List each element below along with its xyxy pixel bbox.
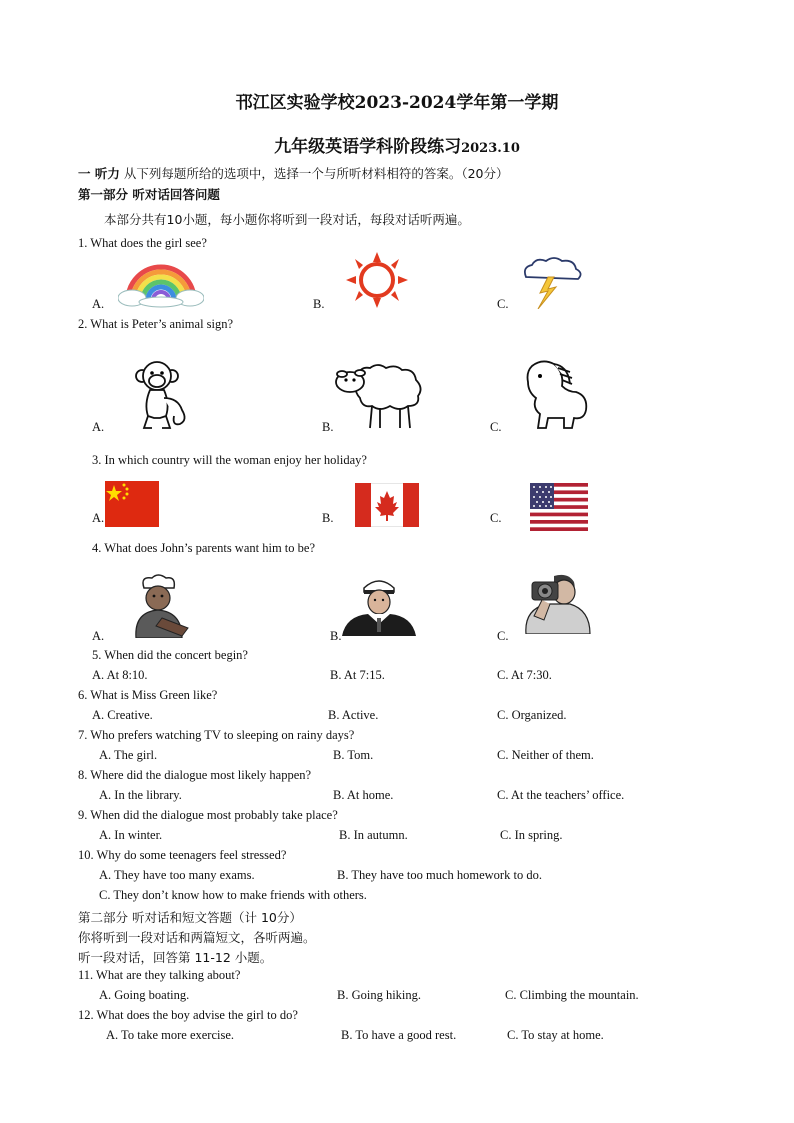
q5-option-a[interactable]: A. At 8:10. xyxy=(92,668,148,682)
q3-option-a[interactable]: A. xyxy=(92,511,105,525)
q9-option-a[interactable]: A. In winter. xyxy=(99,828,163,842)
q12-option-c[interactable]: C. To stay at home. xyxy=(507,1028,604,1042)
part-2-note-1: 你将听到一段对话和两篇短文，各听两遍。 xyxy=(78,930,316,945)
q1-option-b[interactable]: B. xyxy=(313,297,325,311)
question-8: 8. Where did the dialogue most likely happen? xyxy=(78,768,312,782)
q10-option-c[interactable]: C. They don’t know how to make friends with others. xyxy=(99,888,367,902)
q7-option-c[interactable]: C. Neither of them. xyxy=(497,748,594,762)
q12-option-b[interactable]: B. To have a good rest. xyxy=(341,1028,457,1042)
question-4: 4. What does John’s parents want him to be? xyxy=(92,541,315,555)
q6-option-a[interactable]: A. Creative. xyxy=(92,708,153,722)
cameraman-icon xyxy=(520,570,592,634)
q1-option-a[interactable]: A. xyxy=(92,297,105,311)
q7-option-a[interactable]: A. The girl. xyxy=(99,748,158,762)
q9-option-b[interactable]: B. In autumn. xyxy=(339,828,408,842)
q4-option-a[interactable]: A. xyxy=(92,629,105,643)
q2-option-b[interactable]: B. xyxy=(322,420,334,434)
q10-option-a[interactable]: A. They have too many exams. xyxy=(99,868,255,882)
canada-flag-icon xyxy=(355,483,419,527)
cook-icon xyxy=(126,574,192,638)
page-title: 邗江区实验学校2023-2024学年第一学期 xyxy=(235,93,559,113)
q5-option-c[interactable]: C. At 7:30. xyxy=(497,668,552,682)
sailor-icon xyxy=(342,572,416,636)
q3-option-c[interactable]: C. xyxy=(490,511,502,525)
page-subtitle xyxy=(0,132,794,157)
question-2: 2. What is Peter’s animal sign? xyxy=(78,317,234,331)
q7-option-b[interactable]: B. Tom. xyxy=(333,748,374,762)
q3-option-b[interactable]: B. xyxy=(322,511,334,525)
q6-option-c[interactable]: C. Organized. xyxy=(497,708,567,722)
q11-option-b[interactable]: B. Going hiking. xyxy=(337,988,422,1002)
q8-option-b[interactable]: B. At home. xyxy=(333,788,394,802)
question-12: 12. What does the boy advise the girl to do? xyxy=(78,1008,298,1022)
part-2-note-2: 听一段对话，回答第 11-12 小题。 xyxy=(78,950,273,965)
q11-option-c[interactable]: C. Climbing the mountain. xyxy=(505,988,639,1002)
section-1-instruction: 从下列每题所给的选项中，选择一个与所听材料相符的答案。（20分） xyxy=(123,166,509,181)
q5-option-b[interactable]: B. At 7:15. xyxy=(330,668,385,682)
q12-option-a[interactable]: A. To take more exercise. xyxy=(106,1028,235,1042)
subtitle-text: 九年级英语学科阶段练习 xyxy=(274,137,462,157)
part-1-note: 本部分共有10小题，每小题你将听到一段对话，每段对话听两遍。 xyxy=(104,212,470,227)
question-7: 7. Who prefers watching TV to sleeping on rainy days? xyxy=(78,728,355,742)
q9-option-c[interactable]: C. In spring. xyxy=(500,828,563,842)
q6-option-b[interactable]: B. Active. xyxy=(328,708,379,722)
lightning-cloud-icon xyxy=(520,255,584,309)
part-2-title: 第二部分 听对话和短文答题（计 10分） xyxy=(78,910,302,925)
q2-option-c[interactable]: C. xyxy=(490,420,502,434)
question-10: 10. Why do some teenagers feel stressed? xyxy=(78,848,287,862)
sun-icon xyxy=(346,252,408,308)
question-6: 6. What is Miss Green like? xyxy=(78,688,218,702)
question-11: 11. What are they talking about? xyxy=(78,968,241,982)
subtitle-date: 2023.10 xyxy=(461,141,520,156)
rainbow-icon xyxy=(118,256,204,308)
q4-option-c[interactable]: C. xyxy=(497,629,509,643)
q1-option-c[interactable]: C. xyxy=(497,297,509,311)
q2-option-a[interactable]: A. xyxy=(92,420,105,434)
part-1-title: 第一部分 听对话回答问题 xyxy=(78,187,220,202)
q8-option-c[interactable]: C. At the teachers’ office. xyxy=(497,788,625,802)
question-9: 9. When did the dialogue most probably take place? xyxy=(78,808,338,822)
question-3: 3. In which country will the woman enjoy her holiday? xyxy=(92,453,367,467)
section-1-heading xyxy=(78,164,509,182)
q11-option-a[interactable]: A. Going boating. xyxy=(99,988,190,1002)
q10-option-b[interactable]: B. They have too much homework to do. xyxy=(337,868,542,882)
usa-flag-icon xyxy=(530,483,588,531)
q4-option-b[interactable]: B. xyxy=(330,629,342,643)
question-5: 5. When did the concert begin? xyxy=(92,648,248,662)
question-1: 1. What does the girl see? xyxy=(78,236,207,250)
q8-option-a[interactable]: A. In the library. xyxy=(99,788,182,802)
horse-icon xyxy=(518,358,592,432)
china-flag-icon xyxy=(105,481,159,527)
monkey-icon xyxy=(132,358,192,432)
sheep-icon xyxy=(334,360,426,430)
section-1-label: 一 听力 xyxy=(78,166,120,181)
